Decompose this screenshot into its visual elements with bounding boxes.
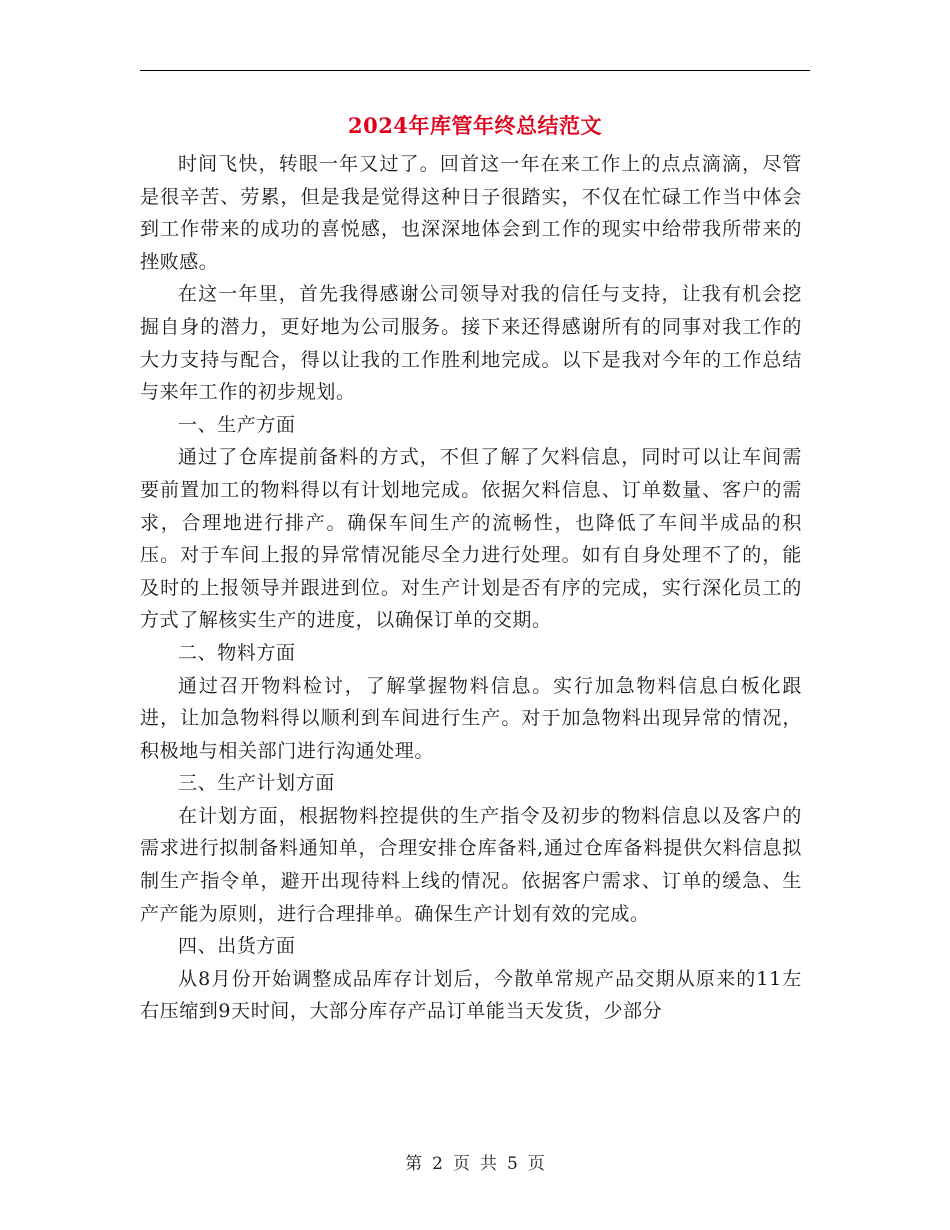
section-heading-materials: 二、物料方面 xyxy=(178,641,296,664)
paragraph-production: 通过了仓库提前备料的方式，不但了解了欠料信息，同时可以让车间需要前置加工的物料得以有计划地完成。依据欠料信息、订单数量、客户的需求，合理地进行排产。确保车间生产的流畅性，也降低了车间半成品的积压。对于车间上报的异常情况能尽全力进行处理。如有自身处理不了的，能及时的上报领导并跟进到位。对生产计划是否有序的完成，实行深化员工的方式了解核实生产的进度，以确保订单的交期。 xyxy=(140,446,802,632)
paragraph-shipping: 从8月份开始调整成品库存计划后，今散单常规产品交期从原来的11左右压缩到9天时间，大部分库存产品订单能当天发货，少部分 xyxy=(140,967,802,1023)
footer-total-label: 页 xyxy=(527,1154,545,1174)
paragraph-intro: 时间飞快，转眼一年又过了。回首这一年在来工作上的点点滴滴，尽管是很辛苦、劳累，但是我是觉得这种日子很踏实，不仅在忙碌工作当中体会到工作带来的成功的喜悦感，也深深地体会到工作的现实中给带我所带来的挫败感。 xyxy=(140,153,802,273)
page-footer xyxy=(0,1152,950,1176)
paragraph-planning: 在计划方面，根据物料控提供的生产指令及初步的物料信息以及客户的需求进行拟制备料通知单，合理安排仓库备料,通过仓库备料提供欠料信息拟制生产指令单，避开出现待料上线的情况。依据客户需求、订单的缓急、生产产能为原则，进行合理排单。确保生产计划有效的完成。 xyxy=(140,804,802,925)
footer-total-prefix: 共 xyxy=(480,1154,497,1174)
footer-total-pages: 5 xyxy=(507,1154,518,1174)
section-heading-planning: 三、生产计划方面 xyxy=(178,772,335,795)
paragraph-materials: 通过召开物料检讨，了解掌握物料信息。实行加急物料信息白板化跟进，让加急物料得以顺利到车间进行生产。对于加急物料出现异常的情况，积极地与相关部门进行沟通处理。 xyxy=(140,674,802,762)
header-rule xyxy=(140,70,810,71)
section-heading-production: 一、生产方面 xyxy=(178,413,296,436)
document-title: 2024年库管年终总结范文 xyxy=(348,113,602,138)
footer-current-page: 2 xyxy=(432,1154,443,1174)
paragraph-thanks: 在这一年里，首先我得感谢公司领导对我的信任与支持，让我有机会挖掘自身的潜力，更好地为公司服务。接下来还得感谢所有的同事对我工作的大力支持与配合，得以让我的工作胜利地完成。以下是我对今年的工作总结与来年工作的初步规划。 xyxy=(140,283,802,404)
section-heading-shipping: 四、出货方面 xyxy=(178,935,296,958)
footer-page-label: 页 xyxy=(453,1154,470,1174)
document-body xyxy=(140,148,802,1028)
footer-prefix: 第 xyxy=(405,1154,423,1174)
